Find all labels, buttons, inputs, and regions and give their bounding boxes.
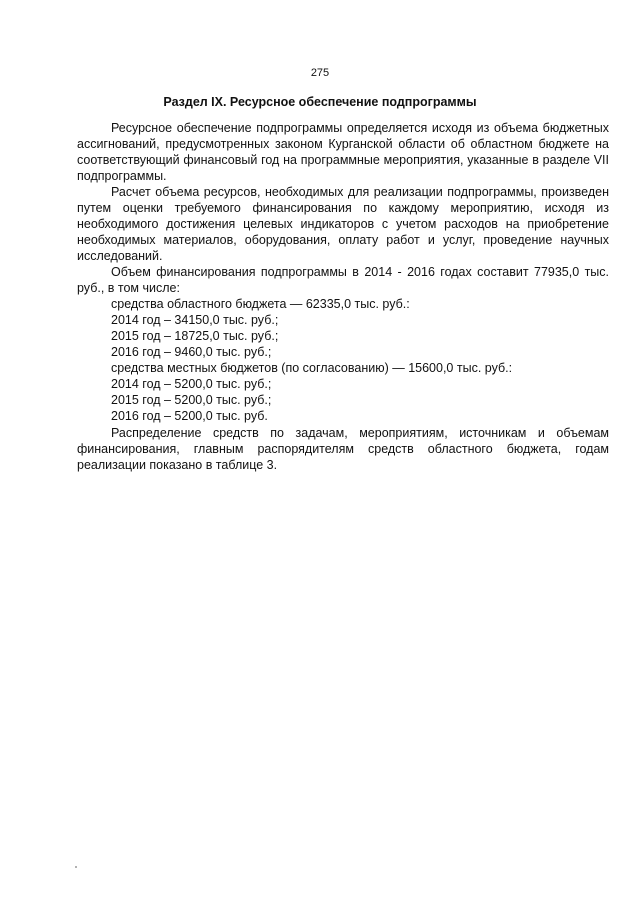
paragraph-resource-calculation: Расчет объема ресурсов, необходимых для реализации подпрограммы, произведен путем оценки требуемого финансирования по каждому мероприятию, исходя из необходимого достижения целевых индикаторов с учетом расходов на приобретение необходимых материалов, оборудования, оплату работ и услуг, проведение научных исследований. bbox=[77, 185, 609, 263]
paragraph-funding-total: Объем финансирования подпрограммы в 2014 - 2016 годах составит 77935,0 тыс. руб., в том числе: bbox=[77, 265, 609, 295]
funding-line-regional-2015: 2015 год – 18725,0 тыс. руб.; bbox=[111, 329, 279, 343]
page-number: 275 bbox=[310, 67, 330, 79]
funding-line-local-budgets: средства местных бюджетов (по согласованию) — 15600,0 тыс. руб.: bbox=[111, 361, 513, 375]
funding-line-regional-2016: 2016 год – 9460,0 тыс. руб.; bbox=[111, 345, 272, 359]
funding-line-local-2014: 2014 год – 5200,0 тыс. руб.; bbox=[111, 377, 272, 391]
funding-line-regional-2014: 2014 год – 34150,0 тыс. руб.; bbox=[111, 313, 279, 327]
paragraph-resource-basis: Ресурсное обеспечение подпрограммы определяется исходя из объема бюджетных ассигнований, предусмотренных законом Курганской области об областном бюджете на соответствующий финансовый год на программные мероприятия, указанные в разделе VII подпрограммы. bbox=[77, 121, 609, 183]
paragraph-distribution: Распределение средств по задачам, мероприятиям, источникам и объемам финансирования, главным распорядителям средств областного бюджета, годам реализации показано в таблице 3. bbox=[77, 426, 609, 472]
funding-line-regional-budget: средства областного бюджета — 62335,0 тыс. руб.: bbox=[111, 297, 410, 311]
section-heading: Раздел IX. Ресурсное обеспечение подпрограммы bbox=[163, 95, 477, 109]
scan-artifact-dot bbox=[75, 866, 77, 868]
section-body bbox=[77, 120, 609, 473]
funding-line-local-2016: 2016 год – 5200,0 тыс. руб. bbox=[111, 409, 268, 423]
funding-line-local-2015: 2015 год – 5200,0 тыс. руб.; bbox=[111, 393, 272, 407]
